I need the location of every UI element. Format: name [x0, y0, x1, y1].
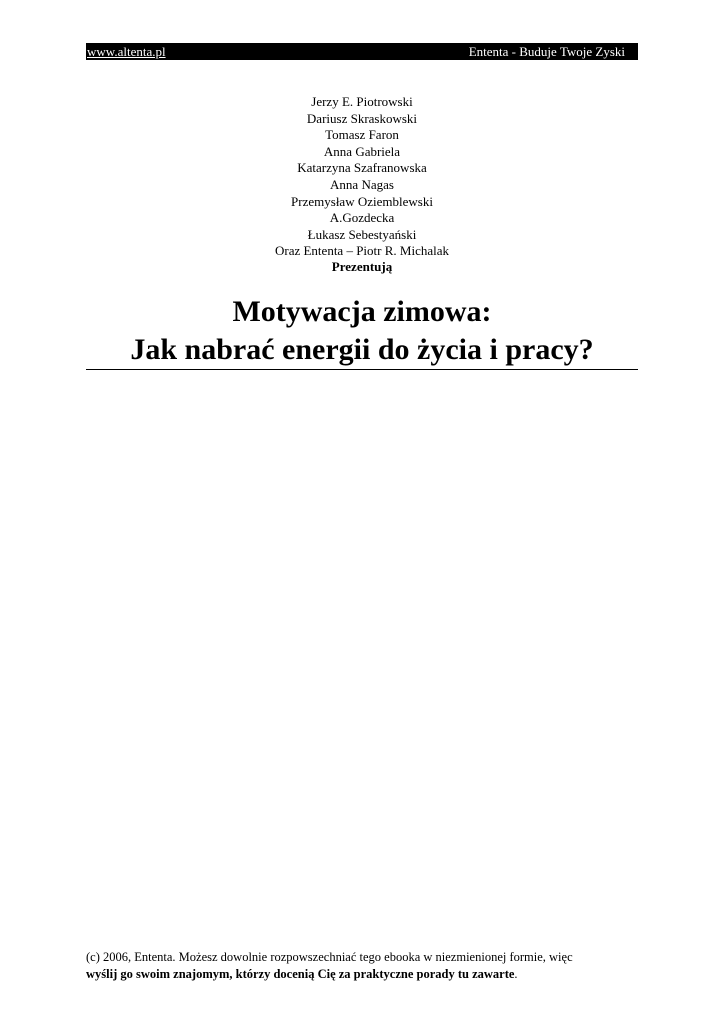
author-name: Łukasz Sebestyański: [307, 226, 417, 242]
title-line-1: Motywacja zimowa:: [232, 295, 492, 328]
header-tagline: Ententa - Buduje Twoje Zyski: [468, 44, 625, 59]
title-divider: [86, 369, 638, 370]
title-line-2: Jak nabrać energii do życia i pracy?: [130, 333, 594, 366]
author-name: Tomasz Faron: [325, 127, 399, 143]
author-list: [86, 94, 638, 260]
footer-share-text: wyślij go swoim znajomym, którzy docenią Cię za praktyczne porady tu zawarte: [86, 966, 515, 981]
header-website-link[interactable]: www.altenta.pl: [87, 44, 166, 59]
footer-line-2: [86, 966, 638, 983]
copyright-footer: [86, 949, 638, 982]
author-name: Dariusz Skraskowski: [306, 110, 418, 126]
author-name: Jerzy E. Piotrowski: [311, 94, 413, 109]
footer-line-1: (c) 2006, Ententa. Możesz dowolnie rozpowszechniać tego ebooka w niezmienionej formie, więc: [86, 950, 573, 964]
document-title: [86, 293, 638, 369]
author-name: Anna Nagas: [330, 176, 394, 192]
author-name: A.Gozdecka: [329, 210, 395, 226]
footer-period: .: [514, 966, 518, 981]
author-name: Przemysław Oziemblewski: [291, 193, 433, 209]
author-name: Anna Gabriela: [323, 143, 401, 159]
presents-label: Prezentują: [331, 259, 393, 274]
author-name: Oraz Ententa – Piotr R. Michalak: [274, 243, 449, 259]
author-name: Katarzyna Szafranowska: [297, 160, 427, 176]
